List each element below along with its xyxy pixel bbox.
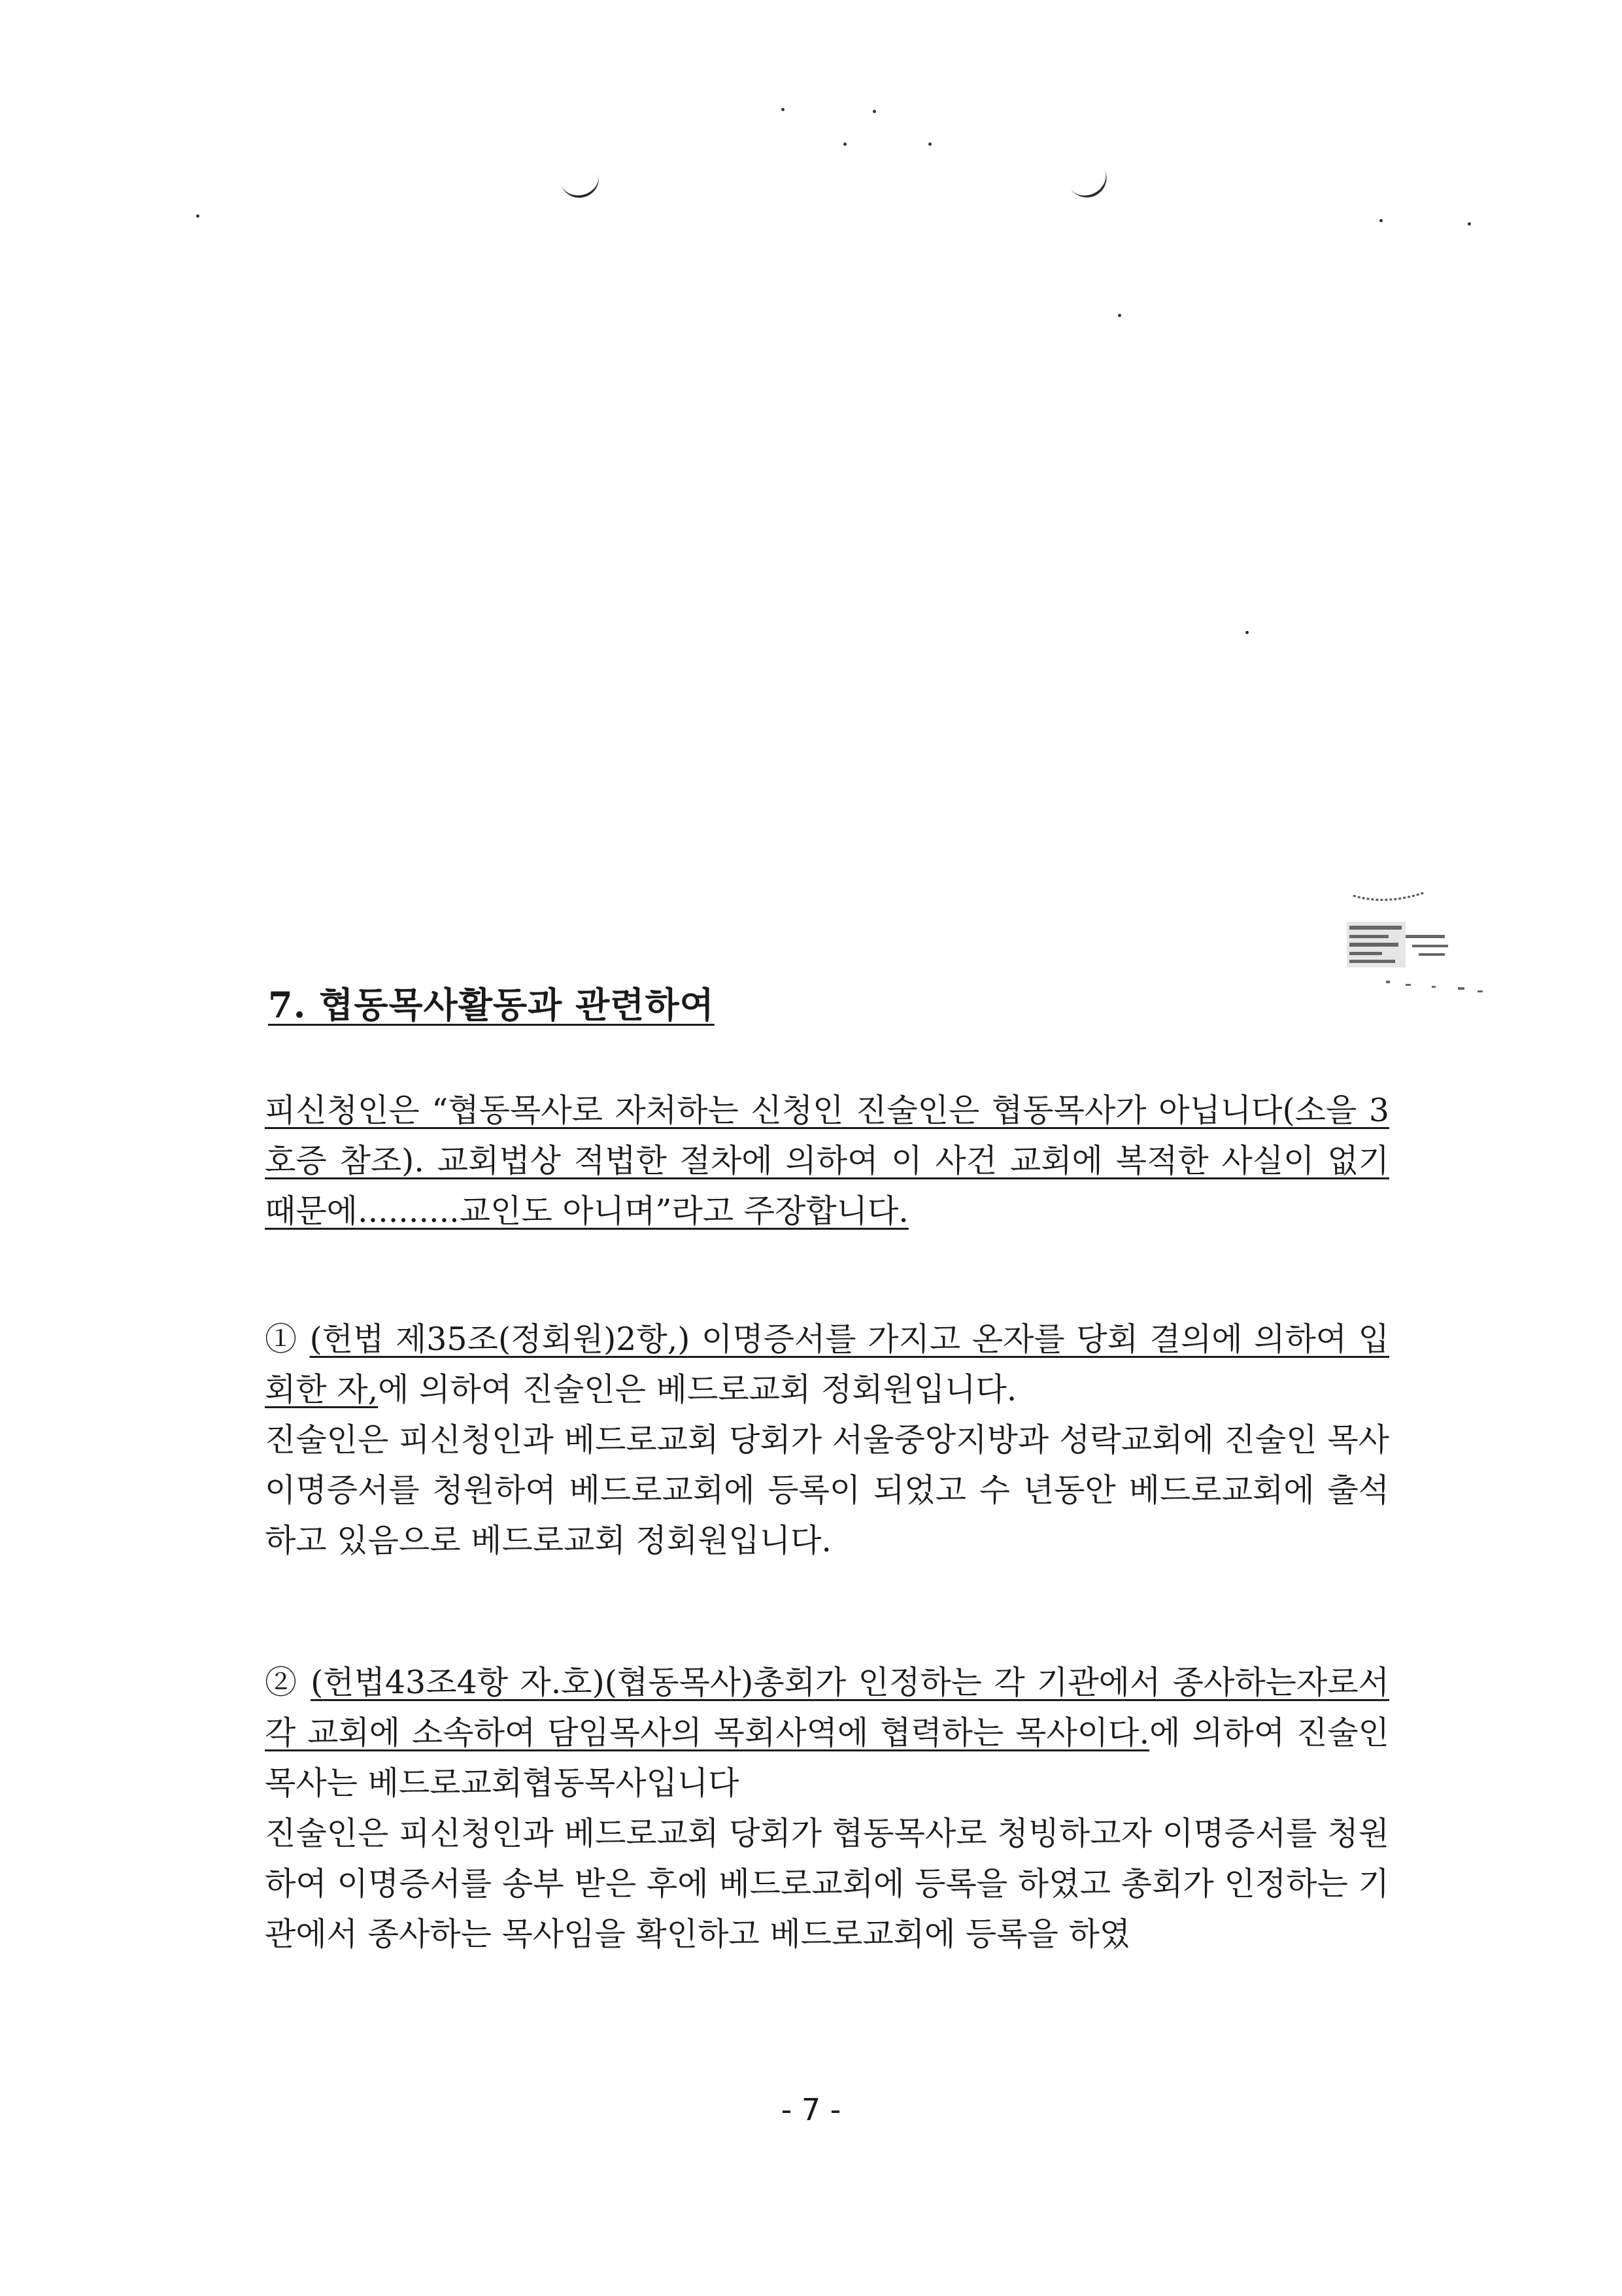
scan-speck: [1379, 219, 1383, 222]
page-number: - 7 -: [781, 2092, 841, 2127]
item-1-detail: 진술인은 피신청인과 베드로교회 당회가 서울중앙지방과 성락교회에 진술인 목사 이명증서를 청원하여 베드로교회에 등록이 되었고 수 년동안 베드로교회에 출석하고 있음으로 베드로교회 정회원입니다.: [265, 1421, 1389, 1559]
section-heading: 7. 협동목사활동과 관련하여: [268, 984, 715, 1026]
item-1-underlined: (헌법 제35조(정회원)2항,) 이명증서를 가지고 온자를 당회 결의에 의하여 입회한 자,: [265, 1321, 1390, 1408]
claim-text: 피신청인은 “협동목사로 자처하는 신청인 진술인은 협동목사가 아닙니다(소을 3호증 참조). 교회법상 적법한 절차에 의하여 이 사건 교회에 복적한 사실이 없기 때문에..........교인도 아니며”라고 주장합니다.: [265, 1092, 1389, 1230]
scan-mark-right: [1070, 168, 1114, 205]
paragraph-claim: [265, 1085, 1389, 1236]
scan-speck: [873, 110, 876, 113]
stamp-smudge: [1340, 889, 1510, 1007]
scan-speck: [1118, 314, 1121, 317]
scan-speck: [781, 108, 785, 111]
scan-speck: [928, 143, 932, 146]
item-2-detail: 진술인은 피신청인과 베드로교회 당회가 협동목사로 청빙하고자 이명증서를 청원하여 이명증서를 송부 받은 후에 베드로교회에 등록을 하였고 총회가 인정하는 기관에서 종사하는 목사임을 확인하고 베드로교회에 등록을 하였: [265, 1815, 1389, 1953]
scan-speck: [1245, 631, 1249, 634]
item-1-marker: ①: [265, 1321, 298, 1358]
scan-speck: [196, 214, 199, 218]
paragraph-item-1: [265, 1314, 1389, 1566]
item-2-rest: 에 의하여 진술인 목사는 베드로교회협동목사입니다: [265, 1714, 1389, 1802]
item-2-underlined: (헌법43조4항 자.호)(협동목사)총회가 인정하는 각 기관에서 종사하는자로서 각 교회에 소속하여 담임목사의 목회사역에 협력하는 목사이다.: [265, 1664, 1389, 1751]
item-2-marker: ②: [265, 1664, 299, 1701]
paragraph-item-2: [265, 1657, 1389, 1959]
scan-speck: [1468, 222, 1471, 226]
scan-speck: [843, 143, 847, 146]
scan-mark-left: [560, 173, 603, 203]
item-1-rest: 에 의하여 진술인은 베드로교회 정회원입니다.: [378, 1371, 1017, 1408]
